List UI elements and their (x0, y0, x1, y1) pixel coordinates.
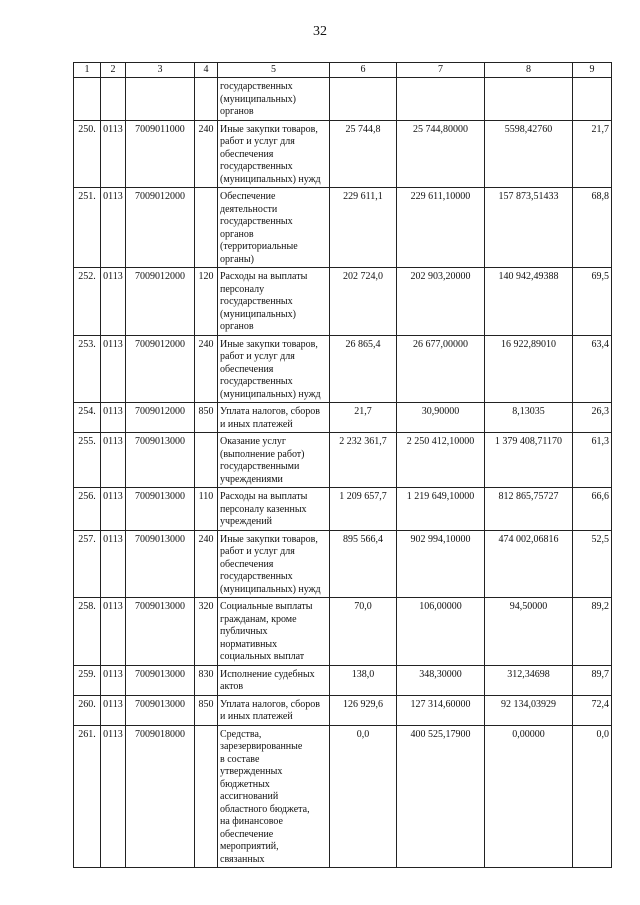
percent-value: 21,7 (573, 120, 612, 188)
percent-value: 26,3 (573, 403, 612, 433)
section-code: 0113 (101, 335, 126, 403)
percent-value: 63,4 (573, 335, 612, 403)
column-header: 3 (126, 63, 195, 78)
approved-value: 106,00000 (397, 598, 485, 666)
plan-value: 126 929,6 (330, 695, 397, 725)
target-code (126, 78, 195, 121)
item-name: Иные закупки товаров, работ и услуг для обеспечения государственных (муниципальных) нужд (218, 120, 330, 188)
table-row (74, 403, 612, 433)
column-header: 9 (573, 63, 612, 78)
row-number: 253. (74, 335, 101, 403)
approved-value: 127 314,60000 (397, 695, 485, 725)
expense-type: 830 (195, 665, 218, 695)
executed-value: 812 865,75727 (485, 488, 573, 531)
table-row (74, 78, 612, 121)
plan-value: 26 865,4 (330, 335, 397, 403)
column-header: 8 (485, 63, 573, 78)
executed-value: 0,00000 (485, 725, 573, 868)
executed-value: 1 379 408,71170 (485, 433, 573, 488)
item-name: Уплата налогов, сборов и иных платежей (218, 403, 330, 433)
item-name: Оказание услуг (выполнение работ) государственными учреждениями (218, 433, 330, 488)
percent-value: 0,0 (573, 725, 612, 868)
percent-value: 66,6 (573, 488, 612, 531)
executed-value (485, 78, 573, 121)
target-code: 7009012000 (126, 268, 195, 336)
plan-value: 229 611,1 (330, 188, 397, 268)
expense-type: 850 (195, 403, 218, 433)
row-number: 258. (74, 598, 101, 666)
expense-type: 240 (195, 120, 218, 188)
item-name: Обеспечение деятельности государственных органов (территориальные органы) (218, 188, 330, 268)
row-number: 251. (74, 188, 101, 268)
table-header-row (74, 63, 612, 78)
section-code: 0113 (101, 403, 126, 433)
percent-value: 89,2 (573, 598, 612, 666)
target-code: 7009012000 (126, 335, 195, 403)
plan-value: 70,0 (330, 598, 397, 666)
section-code: 0113 (101, 665, 126, 695)
executed-value: 312,34698 (485, 665, 573, 695)
executed-value: 94,50000 (485, 598, 573, 666)
plan-value: 25 744,8 (330, 120, 397, 188)
expense-type (195, 725, 218, 868)
row-number: 256. (74, 488, 101, 531)
approved-value: 902 994,10000 (397, 530, 485, 598)
section-code: 0113 (101, 433, 126, 488)
section-code: 0113 (101, 530, 126, 598)
target-code: 7009013000 (126, 530, 195, 598)
row-number: 261. (74, 725, 101, 868)
expense-type: 120 (195, 268, 218, 336)
target-code: 7009011000 (126, 120, 195, 188)
row-number: 254. (74, 403, 101, 433)
section-code: 0113 (101, 598, 126, 666)
plan-value: 1 209 657,7 (330, 488, 397, 531)
row-number: 252. (74, 268, 101, 336)
section-code: 0113 (101, 725, 126, 868)
item-name: Иные закупки товаров, работ и услуг для обеспечения государственных (муниципальных) нужд (218, 335, 330, 403)
percent-value: 52,5 (573, 530, 612, 598)
target-code: 7009013000 (126, 488, 195, 531)
executed-value: 157 873,51433 (485, 188, 573, 268)
percent-value: 69,5 (573, 268, 612, 336)
item-name: государственных (муниципальных) органов (218, 78, 330, 121)
executed-value: 92 134,03929 (485, 695, 573, 725)
table-row (74, 120, 612, 188)
section-code: 0113 (101, 120, 126, 188)
expense-type (195, 188, 218, 268)
approved-value: 2 250 412,10000 (397, 433, 485, 488)
target-code: 7009013000 (126, 695, 195, 725)
expense-type (195, 78, 218, 121)
section-code: 0113 (101, 268, 126, 336)
approved-value: 25 744,80000 (397, 120, 485, 188)
row-number (74, 78, 101, 121)
item-name: Уплата налогов, сборов и иных платежей (218, 695, 330, 725)
plan-value: 21,7 (330, 403, 397, 433)
table-row (74, 188, 612, 268)
plan-value (330, 78, 397, 121)
plan-value: 895 566,4 (330, 530, 397, 598)
percent-value: 61,3 (573, 433, 612, 488)
executed-value: 474 002,06816 (485, 530, 573, 598)
approved-value: 1 219 649,10000 (397, 488, 485, 531)
approved-value: 400 525,17900 (397, 725, 485, 868)
expense-type (195, 433, 218, 488)
percent-value: 68,8 (573, 188, 612, 268)
column-header: 4 (195, 63, 218, 78)
expense-type: 110 (195, 488, 218, 531)
percent-value: 72,4 (573, 695, 612, 725)
table-row (74, 695, 612, 725)
target-code: 7009013000 (126, 598, 195, 666)
executed-value: 140 942,49388 (485, 268, 573, 336)
table-row (74, 488, 612, 531)
approved-value: 26 677,00000 (397, 335, 485, 403)
plan-value: 138,0 (330, 665, 397, 695)
executed-value: 16 922,89010 (485, 335, 573, 403)
item-name: Исполнение судебных актов (218, 665, 330, 695)
table-row (74, 433, 612, 488)
expense-type: 240 (195, 335, 218, 403)
column-header: 7 (397, 63, 485, 78)
executed-value: 8,13035 (485, 403, 573, 433)
table-row (74, 268, 612, 336)
item-name: Расходы на выплаты персоналу казенных учреждений (218, 488, 330, 531)
plan-value: 2 232 361,7 (330, 433, 397, 488)
section-code (101, 78, 126, 121)
plan-value: 202 724,0 (330, 268, 397, 336)
column-header: 1 (74, 63, 101, 78)
item-name: Средства, зарезервированные в составе утвержденных бюджетных ассигнований областного бюджета, на финансовое обеспечение мероприятий, связанных (218, 725, 330, 868)
row-number: 250. (74, 120, 101, 188)
approved-value: 202 903,20000 (397, 268, 485, 336)
percent-value (573, 78, 612, 121)
approved-value: 229 611,10000 (397, 188, 485, 268)
expense-type: 850 (195, 695, 218, 725)
item-name: Расходы на выплаты персоналу государственных (муниципальных) органов (218, 268, 330, 336)
section-code: 0113 (101, 188, 126, 268)
column-header: 5 (218, 63, 330, 78)
approved-value: 348,30000 (397, 665, 485, 695)
table-row (74, 725, 612, 868)
item-name: Социальные выплаты гражданам, кроме публичных нормативных социальных выплат (218, 598, 330, 666)
column-header: 2 (101, 63, 126, 78)
target-code: 7009012000 (126, 403, 195, 433)
target-code: 7009018000 (126, 725, 195, 868)
table-row (74, 598, 612, 666)
plan-value: 0,0 (330, 725, 397, 868)
target-code: 7009013000 (126, 433, 195, 488)
approved-value: 30,90000 (397, 403, 485, 433)
expense-type: 320 (195, 598, 218, 666)
budget-table (73, 62, 612, 868)
row-number: 255. (74, 433, 101, 488)
table-row (74, 335, 612, 403)
row-number: 259. (74, 665, 101, 695)
row-number: 257. (74, 530, 101, 598)
percent-value: 89,7 (573, 665, 612, 695)
column-header: 6 (330, 63, 397, 78)
section-code: 0113 (101, 488, 126, 531)
target-code: 7009013000 (126, 665, 195, 695)
target-code: 7009012000 (126, 188, 195, 268)
row-number: 260. (74, 695, 101, 725)
table-row (74, 530, 612, 598)
expense-type: 240 (195, 530, 218, 598)
section-code: 0113 (101, 695, 126, 725)
page-number: 32 (313, 24, 327, 39)
executed-value: 5598,42760 (485, 120, 573, 188)
approved-value (397, 78, 485, 121)
item-name: Иные закупки товаров, работ и услуг для обеспечения государственных (муниципальных) нужд (218, 530, 330, 598)
table-row (74, 665, 612, 695)
